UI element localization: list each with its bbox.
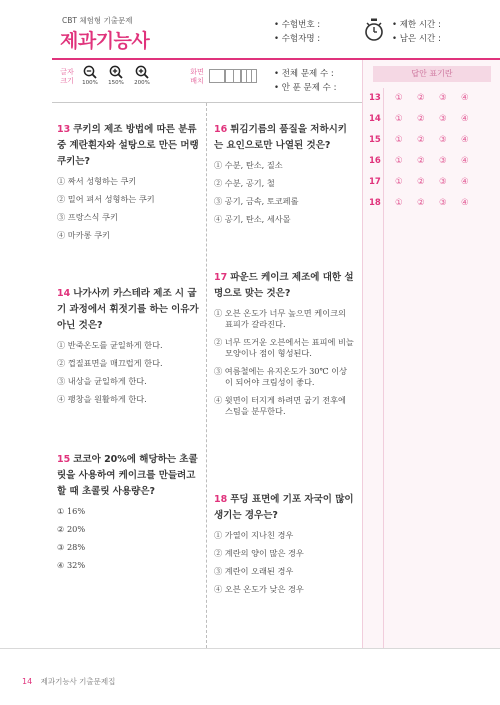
question-stem: 나가사끼 카스테라 제조 시 굽기 과정에서 휘젓기를 하는 이유가 아닌 것은?: [57, 288, 199, 331]
answer-bubble-1[interactable]: ①: [395, 114, 403, 124]
answer-bubble-3[interactable]: ③: [439, 135, 447, 145]
layout-three-column-icon[interactable]: [241, 69, 257, 83]
question-text: [57, 452, 205, 500]
examinee-info: [274, 18, 320, 46]
question-stem: 튀김기름의 품질을 저하시키는 요인으로만 나열된 것은?: [214, 124, 347, 151]
option-2[interactable]: ② 껍질표면을 매끄럽게 한다.: [57, 358, 163, 368]
unsolved-questions-label: • 안 푼 문제 수 :: [274, 83, 337, 93]
answer-row-18: [369, 193, 500, 214]
answer-sheet-number-divider: [383, 88, 384, 648]
page-footer: [22, 676, 115, 687]
answer-bubble-3[interactable]: ③: [439, 114, 447, 124]
option-4[interactable]: ④ 팽창을 원활하게 한다.: [57, 394, 147, 404]
answer-row-number: 13: [369, 93, 381, 103]
time-limit-label: • 제한 시간 :: [392, 20, 441, 30]
option-list: [214, 530, 354, 595]
option-list: [57, 340, 205, 405]
option-4[interactable]: ④ 윗면이 터지게 하려면 굽기 전후에 스팀을 분무한다.: [214, 395, 346, 416]
answer-bubble-1[interactable]: ①: [395, 93, 403, 103]
option-1[interactable]: ① 가열이 지나친 경우: [214, 530, 294, 540]
option-list: [214, 160, 354, 225]
option-1[interactable]: ① 반죽온도를 균일하게 한다.: [57, 340, 163, 350]
question-text: [57, 122, 205, 170]
question-stem: 푸딩 표면에 기포 자국이 많이 생기는 경우는?: [214, 494, 354, 521]
answer-bubble-1[interactable]: ①: [395, 135, 403, 145]
answer-bubble-1[interactable]: ①: [395, 177, 403, 187]
question-number: 16: [214, 124, 228, 135]
question-18: [214, 492, 354, 602]
answer-bubble-4[interactable]: ④: [461, 93, 469, 103]
answer-bubble-3[interactable]: ③: [439, 156, 447, 166]
option-3[interactable]: ③ 여름철에는 유지온도가 30℃ 이상이 되어야 크림성이 좋다.: [214, 366, 348, 387]
time-info: [392, 18, 441, 46]
answer-bubble-3[interactable]: ③: [439, 93, 447, 103]
question-16: [214, 122, 354, 232]
option-4[interactable]: ④ 마카롱 쿠키: [57, 230, 110, 240]
question-15: [57, 452, 205, 578]
question-13: [57, 122, 205, 248]
option-2[interactable]: ② 계란의 양이 많은 경우: [214, 548, 304, 558]
answer-bubble-4[interactable]: ④: [461, 177, 469, 187]
question-stem: 코코아 20%에 해당하는 초콜릿을 사용하여 케이크를 만들려고 할 때 초콜릿 사용량은?: [57, 454, 198, 497]
toolbar-divider: [52, 102, 362, 103]
answer-bubble-2[interactable]: ②: [417, 177, 425, 187]
option-list: [214, 308, 354, 417]
option-4[interactable]: ④ 오븐 온도가 낮은 경우: [214, 584, 304, 594]
option-3[interactable]: ③ 공기, 금속, 토코페롤: [214, 196, 299, 206]
question-text: [214, 122, 354, 154]
answer-bubble-2[interactable]: ②: [417, 93, 425, 103]
option-2[interactable]: ② 수분, 공기, 철: [214, 178, 275, 188]
zoom-100-label: 100%: [82, 80, 98, 86]
answer-row-17: [369, 172, 500, 193]
answer-bubble-2[interactable]: ②: [417, 114, 425, 124]
exam-header: [52, 14, 500, 58]
exam-number-label: • 수험번호 :: [274, 20, 321, 30]
question-17: [214, 270, 354, 424]
option-list: [57, 176, 205, 241]
option-2[interactable]: ② 20%: [57, 524, 86, 534]
option-3[interactable]: ③ 프랑스식 쿠키: [57, 212, 118, 222]
answer-bubble-4[interactable]: ④: [461, 135, 469, 145]
answer-row-13: [369, 88, 500, 109]
question-text: [214, 270, 354, 302]
option-2[interactable]: ② 밀어 펴서 성형하는 쿠키: [57, 194, 155, 204]
question-number: 14: [57, 288, 71, 299]
option-1[interactable]: ① 수분, 탄소, 질소: [214, 160, 283, 170]
question-stem: 쿠키의 제조 방법에 따른 분류 중 계란흰자와 설탕으로 만든 머랭 쿠키는?: [57, 124, 199, 167]
answer-bubble-4[interactable]: ④: [461, 156, 469, 166]
option-2[interactable]: ② 너무 뜨거운 오븐에서는 표피에 비늘 모양이나 점이 형성된다.: [214, 337, 354, 358]
option-4[interactable]: ④ 32%: [57, 560, 86, 570]
zoom-in-icon: [109, 65, 123, 79]
answer-row-number: 14: [369, 114, 381, 124]
answer-bubble-2[interactable]: ②: [417, 156, 425, 166]
book-title: 제과기능사 기출문제집: [40, 677, 116, 686]
page-number: 14: [22, 677, 33, 686]
answer-row-14: [369, 109, 500, 130]
answer-bubble-3[interactable]: ③: [439, 198, 447, 208]
question-number: 13: [57, 124, 71, 135]
answer-bubble-2[interactable]: ②: [417, 198, 425, 208]
question-14: [57, 286, 205, 412]
answer-bubble-3[interactable]: ③: [439, 177, 447, 187]
total-questions-label: • 전체 문제 수 :: [274, 69, 334, 79]
option-list: [57, 506, 205, 571]
answer-row-15: [369, 130, 500, 151]
zoom-150-label: 150%: [108, 80, 124, 86]
answer-row-number: 15: [369, 135, 381, 145]
question-number: 15: [57, 454, 71, 465]
zoom-200-label: 200%: [134, 80, 150, 86]
question-count-info: [274, 67, 336, 95]
question-stem: 파운드 케이크 제조에 대한 설명으로 맞는 것은?: [214, 272, 354, 299]
answer-bubble-4[interactable]: ④: [461, 198, 469, 208]
time-remaining-label: • 남은 시간 :: [392, 34, 441, 44]
answer-bubble-2[interactable]: ②: [417, 135, 425, 145]
layout-label: 화면 배치: [190, 68, 204, 85]
answer-row-number: 17: [369, 177, 381, 187]
answer-bubble-1[interactable]: ①: [395, 156, 403, 166]
question-number: 17: [214, 272, 228, 283]
answer-bubble-4[interactable]: ④: [461, 114, 469, 124]
examinee-name-label: • 수험자명 :: [274, 34, 321, 44]
option-1[interactable]: ① 짜서 성형하는 쿠키: [57, 176, 137, 186]
clock-icon: [364, 18, 384, 42]
option-1[interactable]: ① 오븐 온도가 너무 높으면 케이크의 표피가 갈라진다.: [214, 308, 346, 329]
zoom-150-button[interactable]: [104, 65, 128, 86]
option-4[interactable]: ④ 공기, 탄소, 세사몰: [214, 214, 291, 224]
option-3[interactable]: ③ 내상을 균일하게 한다.: [57, 376, 147, 386]
zoom-100-button[interactable]: [78, 65, 102, 86]
layout-two-column-icon[interactable]: [225, 69, 241, 83]
exam-subtitle: CBT 체험형 기출문제: [62, 16, 133, 25]
option-3[interactable]: ③ 계란이 오래된 경우: [214, 566, 294, 576]
option-3[interactable]: ③ 28%: [57, 542, 86, 552]
question-number: 18: [214, 494, 228, 505]
zoom-200-button[interactable]: [130, 65, 154, 86]
answer-row-16: [369, 151, 500, 172]
option-1[interactable]: ① 16%: [57, 506, 86, 516]
question-text: [57, 286, 205, 334]
zoom-out-icon: [83, 65, 97, 79]
answer-row-number: 18: [369, 198, 381, 208]
answer-sheet-title: 답안 표기란: [373, 66, 491, 82]
footer-divider: [0, 648, 500, 649]
zoom-in-icon: [135, 65, 149, 79]
exam-title: 제과기능사: [60, 30, 150, 52]
layout-one-column-icon[interactable]: [209, 69, 225, 83]
answer-bubble-1[interactable]: ①: [395, 198, 403, 208]
question-text: [214, 492, 354, 524]
font-size-label: 글자 크기: [60, 68, 74, 85]
answer-row-number: 16: [369, 156, 381, 166]
column-divider: [206, 103, 207, 648]
